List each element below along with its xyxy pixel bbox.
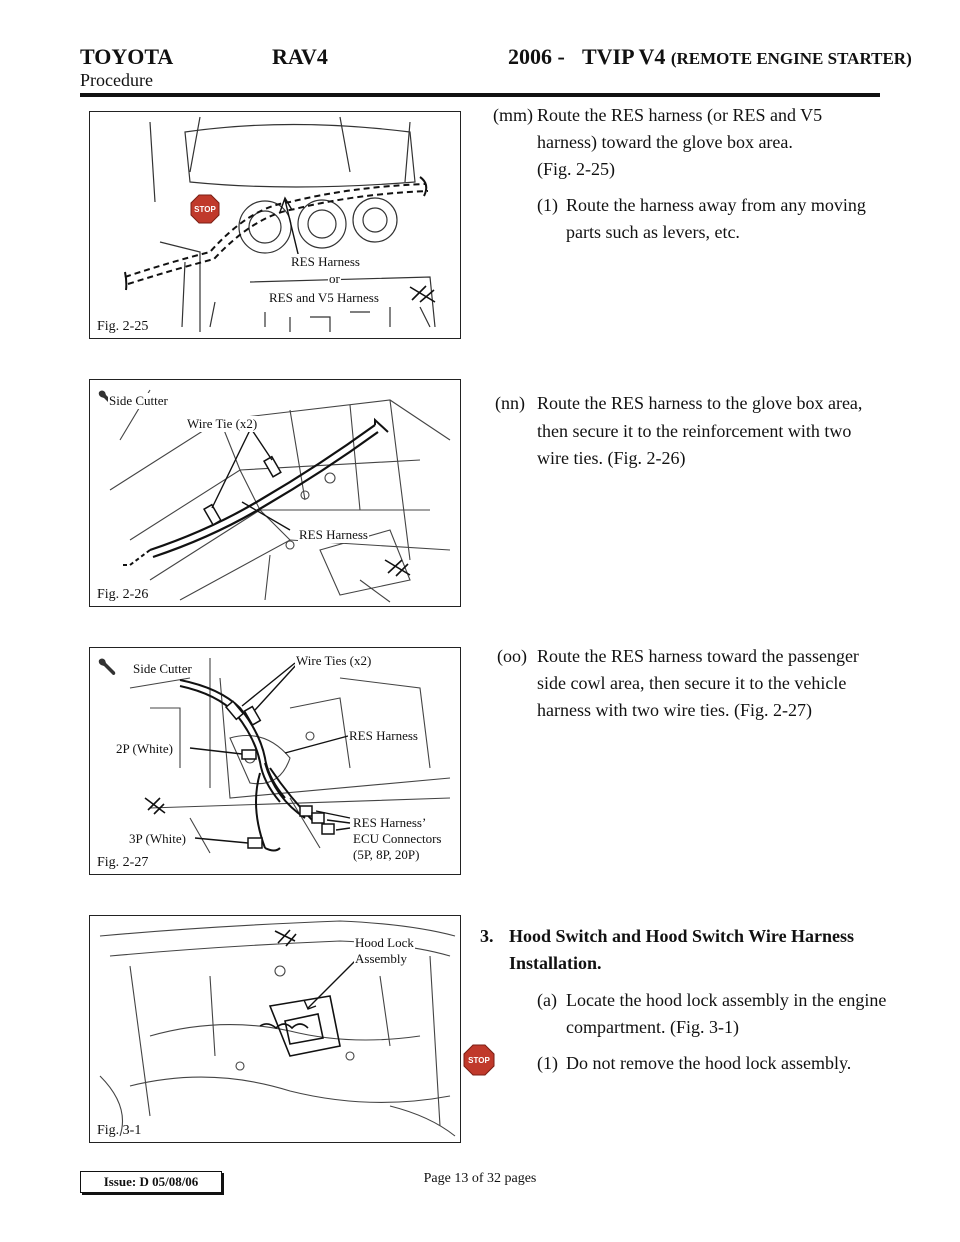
section-3-marker: 3.	[480, 926, 494, 946]
step-a-sub-line1: Do not remove the hood lock assembly.	[566, 1053, 852, 1073]
model: RAV4	[272, 44, 328, 69]
label-wire-tie: Wire Tie (x2)	[187, 416, 258, 431]
step-a-line2: compartment. (Fig. 3-1)	[566, 1017, 739, 1037]
label-res-v5-harness: RES and V5 Harness	[269, 290, 379, 305]
figure-caption: Fig. 3-1	[97, 1123, 142, 1138]
step-a-sub-marker: (1)	[537, 1053, 558, 1073]
figure-2-27	[89, 647, 461, 875]
step-nn-line1: Route the RES harness to the glove box area,	[537, 393, 863, 413]
step-nn-marker: (nn)	[495, 393, 525, 413]
step-mm-line3: (Fig. 2-25)	[537, 159, 615, 179]
step-oo-line2: side cowl area, then secure it to the vehicle	[537, 673, 847, 693]
brand: TOYOTA	[80, 44, 174, 69]
section-3-title-line2: Installation.	[509, 953, 602, 973]
figure-caption: Fig. 2-26	[97, 587, 149, 602]
label-2p-white: 2P (White)	[116, 741, 173, 756]
step-mm-marker: (mm)	[493, 105, 533, 125]
year: 2006 -	[508, 44, 565, 69]
wrench-icon	[96, 656, 118, 678]
step-mm-line2: harness) toward the glove box area.	[537, 132, 793, 152]
step-mm-sub-marker: (1)	[537, 195, 558, 215]
label-res-harness: RES Harness	[349, 728, 418, 743]
stop-icon	[463, 1044, 495, 1076]
label-side-cutter: Side Cutter	[133, 661, 192, 676]
label-or: or	[329, 271, 340, 286]
section-label: Procedure	[80, 70, 153, 90]
label-side-cutter: Side Cutter	[109, 393, 168, 408]
figure-caption: Fig. 2-25	[97, 319, 149, 334]
stop-icon-text: STOP	[194, 205, 216, 214]
figure-2-26-drawing	[90, 380, 460, 606]
step-a-marker: (a)	[537, 990, 557, 1010]
label-ecu-connectors-1: RES Harness’	[353, 815, 427, 830]
label-ecu-connectors-2: ECU Connectors	[353, 831, 442, 846]
issue-box: Issue: D 05/08/06	[80, 1171, 222, 1193]
step-oo-marker: (oo)	[497, 646, 527, 666]
figure-3-1	[89, 915, 461, 1143]
label-wire-ties: Wire Ties (x2)	[296, 653, 372, 668]
stop-icon	[190, 194, 220, 224]
step-oo-line3: harness with two wire ties. (Fig. 2-27)	[537, 700, 812, 720]
step-mm-sub-line2: parts such as levers, etc.	[566, 222, 740, 242]
step-nn-line2: then secure it to the reinforcement with two	[537, 421, 852, 441]
step-oo-line1: Route the RES harness toward the passenger	[537, 646, 859, 666]
header-rule	[80, 93, 880, 97]
page-number: Page 13 of 32 pages	[423, 1171, 537, 1186]
product-subtitle: (REMOTE ENGINE STARTER)	[670, 49, 912, 68]
step-nn-line3: wire ties. (Fig. 2-26)	[537, 448, 686, 468]
label-hood-lock-1: Hood Lock	[355, 935, 414, 950]
product-name: TVIP V4	[582, 44, 666, 69]
step-mm-line1: Route the RES harness (or RES and V5	[537, 105, 823, 125]
label-res-harness: RES Harness	[299, 527, 368, 542]
stop-icon-text: STOP	[468, 1056, 490, 1065]
figure-2-25	[89, 111, 461, 339]
label-ecu-connectors-3: (5P, 8P, 20P)	[353, 847, 420, 862]
section-3-title-line1: Hood Switch and Hood Switch Wire Harness	[509, 926, 855, 946]
figure-caption: Fig. 2-27	[97, 855, 149, 870]
label-res-harness: RES Harness	[291, 254, 360, 269]
step-mm-sub-line1: Route the harness away from any moving	[566, 195, 866, 215]
product-title	[582, 44, 912, 70]
figure-2-26	[89, 379, 461, 607]
step-a-line1: Locate the hood lock assembly in the engine	[566, 990, 887, 1010]
label-3p-white: 3P (White)	[129, 831, 186, 846]
label-hood-lock-2: Assembly	[355, 951, 407, 966]
